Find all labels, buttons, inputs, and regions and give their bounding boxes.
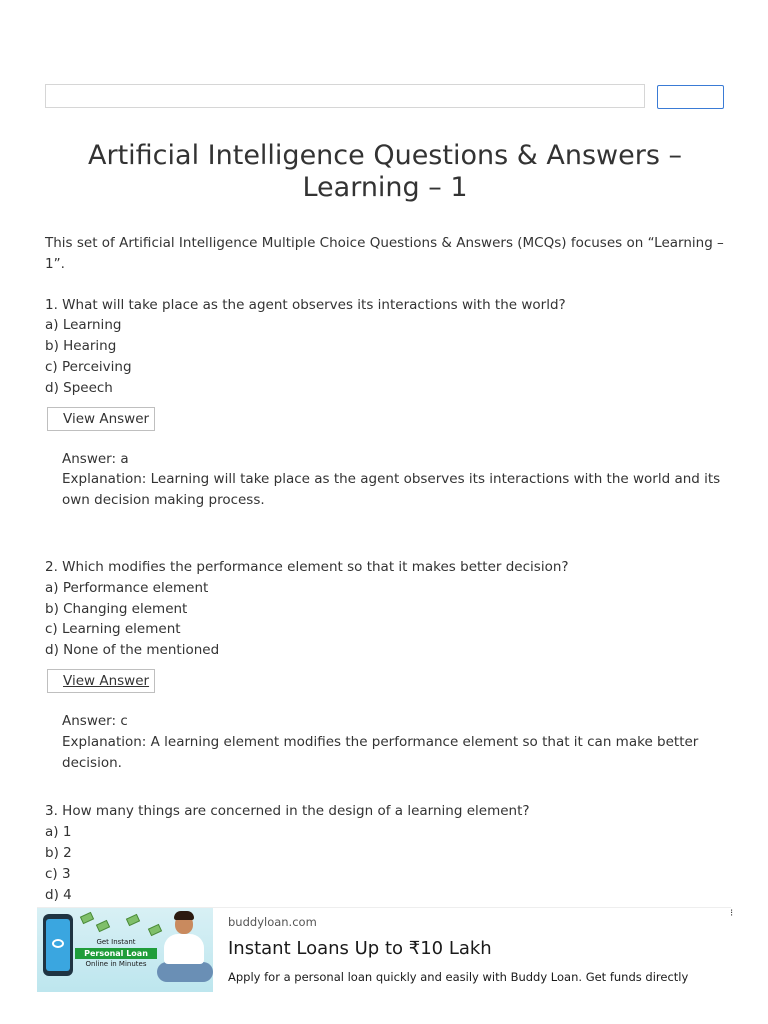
ad-title[interactable]: Instant Loans Up to ₹10 Lakh — [228, 938, 492, 959]
answer-panel — [62, 711, 728, 773]
option-b: b) Hearing — [45, 338, 117, 355]
ad-badge — [75, 938, 157, 969]
option-b: b) Changing element — [45, 600, 188, 617]
person-illustration — [157, 962, 213, 982]
ad-source[interactable]: buddyloan.com — [228, 915, 317, 929]
money-icon — [80, 912, 94, 924]
option-d: d) Speech — [45, 379, 113, 396]
ad-image[interactable] — [37, 908, 213, 992]
search-bar — [45, 84, 725, 110]
answer-text: Answer: c — [62, 712, 128, 729]
question-text: 1. What will take place as the agent observes its interactions with the world? — [45, 296, 566, 313]
option-b: b) 2 — [45, 844, 72, 861]
option-c: c) Learning element — [45, 621, 181, 638]
ad-description[interactable]: Apply for a personal loan quickly and easily with Buddy Loan. Get funds directly — [228, 970, 689, 984]
explanation-text: Explanation: A learning element modifies the performance element so that it can make better decision. — [62, 733, 699, 771]
phone-icon — [43, 914, 73, 976]
question-text: 2. Which modifies the performance element so that it makes better decision? — [45, 558, 569, 575]
ad-badge-line1: Get Instant — [96, 938, 136, 946]
page-title: Artificial Intelligence Questions & Answers – Learning – 1 — [88, 140, 682, 203]
question-2 — [45, 557, 728, 773]
option-d: d) None of the mentioned — [45, 642, 220, 659]
option-a: a) Learning — [45, 317, 122, 334]
ad-info-icon[interactable]: ⁝ — [730, 908, 734, 919]
option-c: c) 3 — [45, 865, 71, 882]
option-a: a) 1 — [45, 824, 72, 841]
option-d: d) 4 — [45, 886, 72, 903]
article-content — [45, 233, 728, 905]
answer-text: Answer: a — [62, 450, 129, 467]
option-c: c) Perceiving — [45, 358, 132, 375]
view-answer-button[interactable]: View Answer — [47, 407, 155, 431]
ad-badge-line2: Personal Loan — [75, 948, 157, 959]
view-answer-button[interactable]: View Answer — [47, 669, 155, 693]
search-button[interactable] — [657, 85, 724, 109]
explanation-text: Explanation: Learning will take place as the agent observes its interactions with the world and its own decision making process. — [62, 471, 721, 509]
search-input[interactable] — [45, 84, 645, 108]
question-3 — [45, 801, 728, 905]
option-a: a) Performance element — [45, 579, 209, 596]
money-icon — [126, 914, 140, 926]
intro-text: This set of Artificial Intelligence Multiple Choice Questions & Answers (MCQs) focuses on “Learning – 1”. — [45, 235, 724, 272]
question-text: 3. How many things are concerned in the design of a learning element? — [45, 803, 530, 820]
money-icon — [148, 924, 162, 936]
ad-badge-line3: Online in Minutes — [85, 960, 147, 968]
money-icon — [96, 920, 110, 932]
question-1 — [45, 295, 728, 511]
answer-panel — [62, 449, 728, 511]
ad-banner[interactable] — [37, 907, 734, 992]
